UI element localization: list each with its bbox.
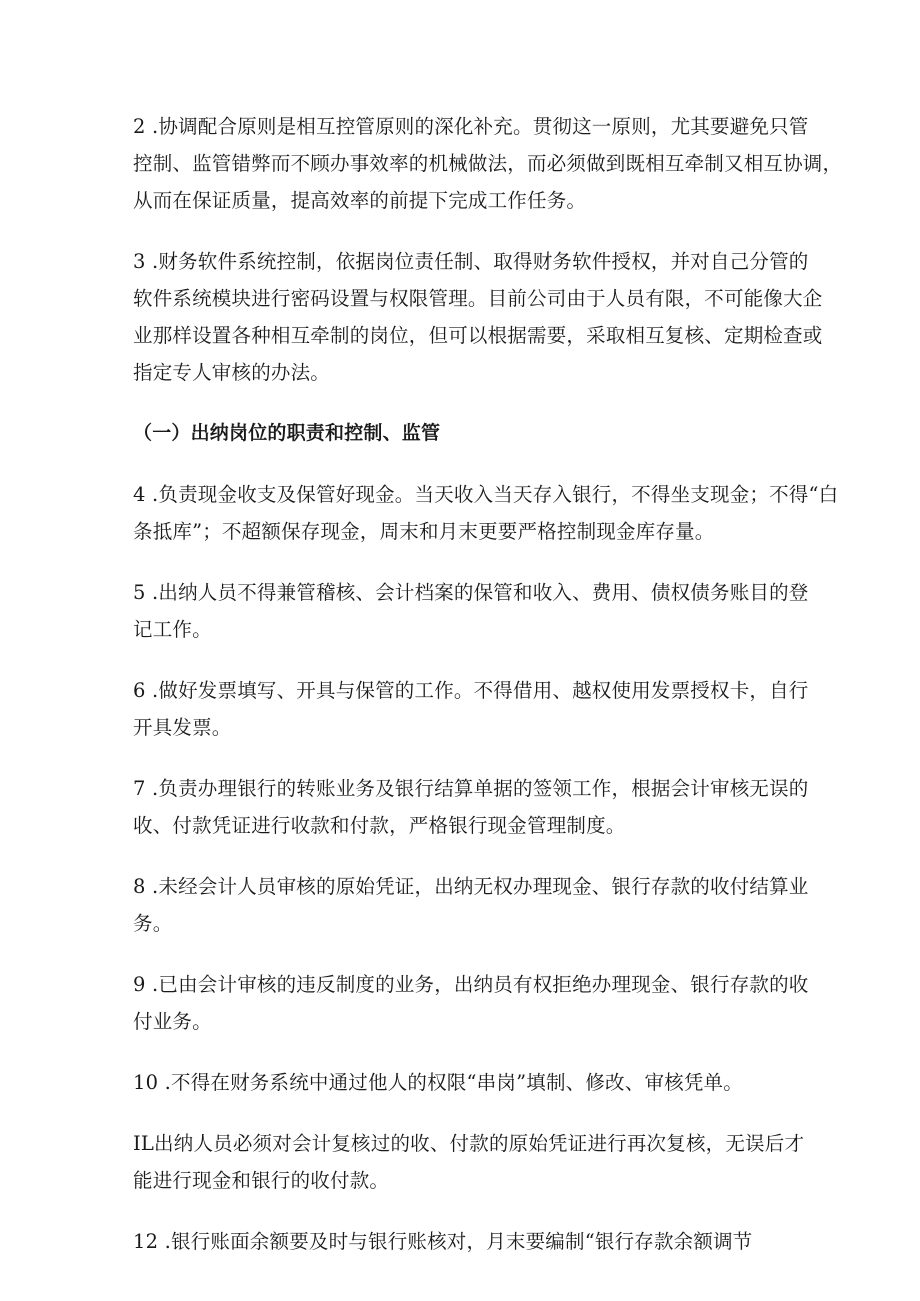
paragraph-item-4 — [133, 476, 839, 550]
paragraph-item-9 — [133, 966, 809, 1040]
paragraph-item-3 — [133, 243, 823, 391]
text-line: 指定专人审核的办法。 — [133, 361, 331, 384]
text-line: 从而在保证质量，提高效率的前提下完成工作任务。 — [133, 189, 587, 212]
text-line: 5 .出纳人员不得兼管稽核、会计档案的保管和收入、费用、债权债务账目的登 — [133, 581, 809, 604]
paragraph-item-5 — [133, 574, 809, 648]
paragraph-item-12 — [133, 1223, 788, 1260]
text-line: 6 .做好发票填写、开具与保管的工作。不得借用、越权使用发票授权卡，自行 — [133, 679, 809, 702]
text-line: 记工作。 — [133, 618, 212, 641]
text-line: 4 .负责现金收支及保管好现金。当天收入当天存入银行，不得坐支现金；不得“白 — [133, 483, 839, 506]
text-line: 付业务。 — [133, 1010, 212, 1033]
text-line: IL出纳人员必须对会计复核过的收、付款的原始凭证进行再次复核，无误后才 — [133, 1132, 805, 1155]
text-line: 条抵库”；不超额保存现金，周末和月末更要严格控制现金库存量。 — [133, 520, 715, 543]
text-line: 收、付款凭证进行收款和付款，严格银行现金管理制度。 — [133, 814, 626, 837]
text-line: 12 .银行账面余额要及时与银行账核对，月末要编制“银行存款余额调节 — [133, 1230, 753, 1253]
text-line: 务。 — [133, 912, 173, 935]
paragraph-item-8 — [133, 868, 809, 942]
text-line: 业那样设置各种相互牵制的岗位，但可以根据需要，采取相互复核、定期检查或 — [133, 324, 823, 347]
text-line: 7 .负责办理银行的转账业务及银行结算单据的签领工作，根据会计审核无误的 — [133, 777, 809, 800]
paragraph-item-10 — [133, 1064, 788, 1101]
paragraph-item-6 — [133, 672, 809, 746]
paragraph-item-2 — [133, 108, 843, 219]
text-line: 3 .财务软件系统控制，依据岗位责任制、取得财务软件授权，并对自己分管的 — [133, 250, 809, 273]
section-heading: （一）出纳岗位的职责和控制、监管 — [133, 422, 441, 444]
text-line: 8 .未经会计人员审核的原始凭证，出纳无权办理现金、银行存款的收付结算业 — [133, 875, 809, 898]
text-line: 2 .协调配合原则是相互控管原则的深化补充。贯彻这一原则，尤其要避免只管 — [133, 115, 809, 138]
document-page — [133, 108, 843, 1284]
text-line: 9 .已由会计审核的违反制度的业务，出纳员有权拒绝办理现金、银行存款的收 — [133, 973, 809, 996]
text-line: 10 .不得在财务系统中通过他人的权限“串岗”填制、修改、审核凭单。 — [133, 1071, 743, 1094]
paragraph-item-11 — [133, 1125, 805, 1199]
paragraph-item-7 — [133, 770, 809, 844]
text-line: 控制、监管错弊而不顾办事效率的机械做法，而必须做到既相互牵制又相互协调， — [133, 152, 843, 175]
text-line: 能进行现金和银行的收付款。 — [133, 1169, 390, 1192]
text-line: 软件系统模块进行密码设置与权限管理。目前公司由于人员有限，不可能像大企 — [133, 287, 823, 310]
text-line: 开具发票。 — [133, 716, 232, 739]
